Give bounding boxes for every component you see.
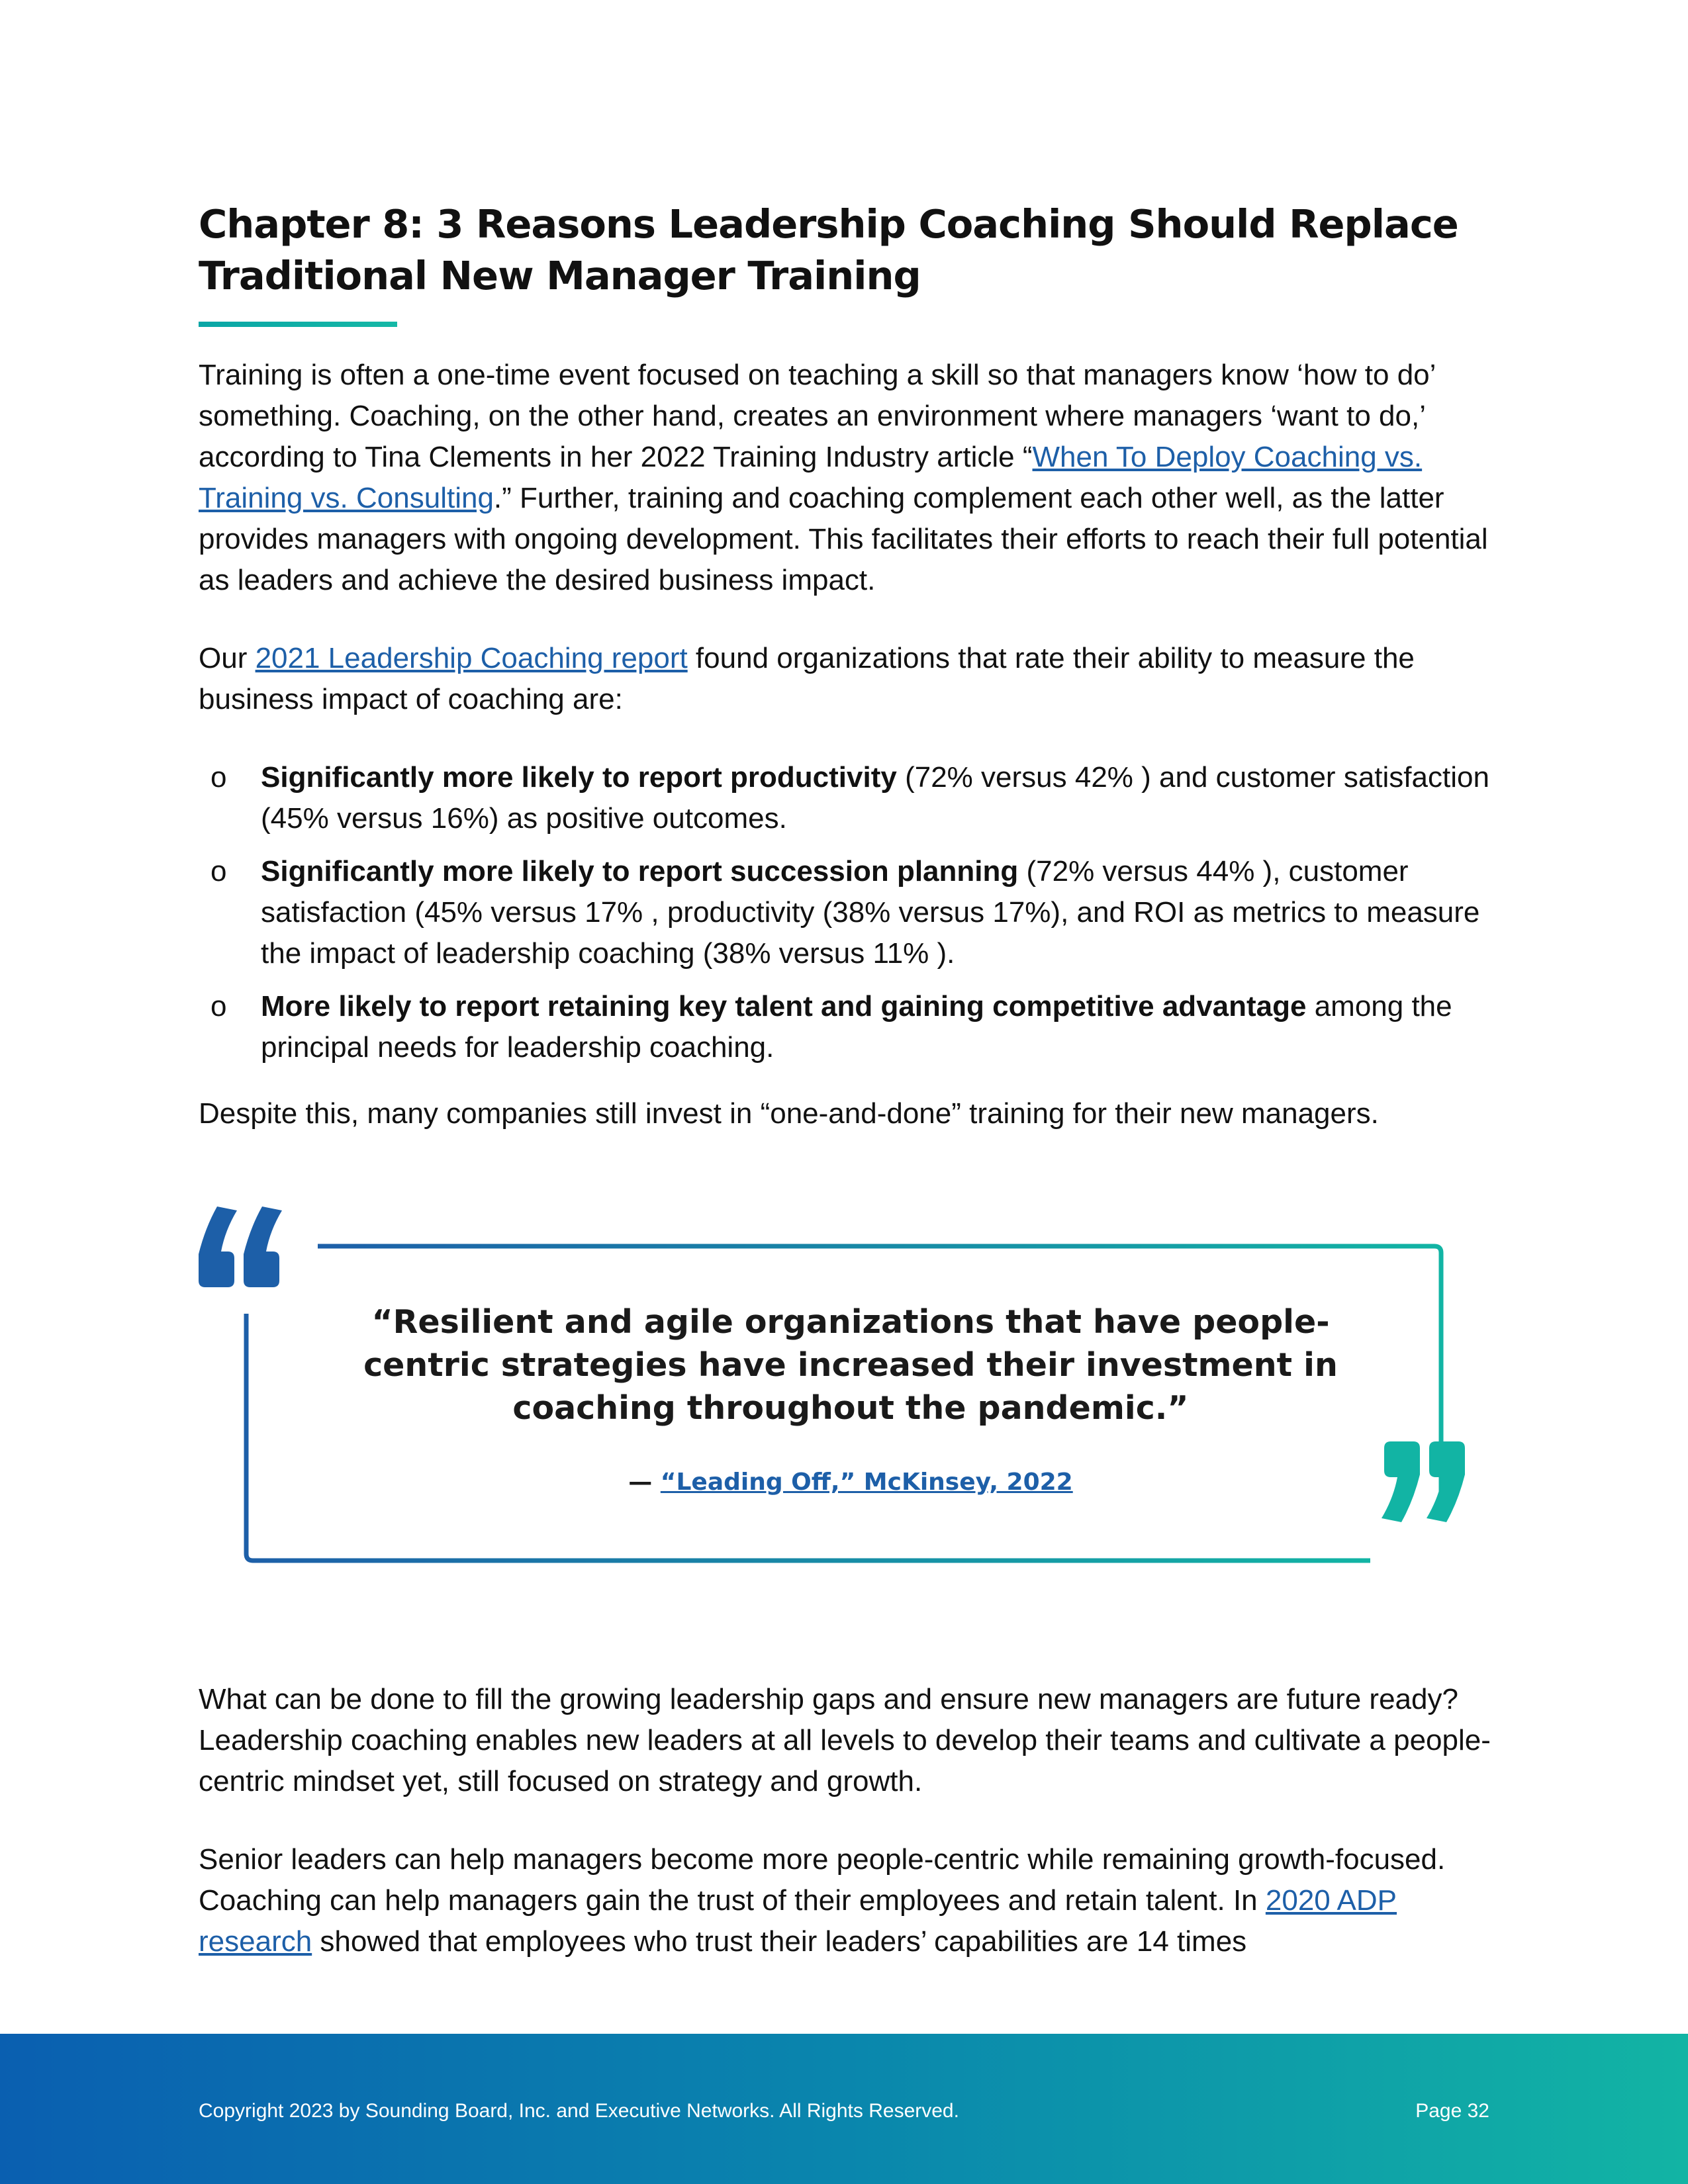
bullet-marker: o: [211, 761, 227, 794]
bullet-bold-text: Significantly more likely to report succession planning: [261, 855, 1019, 887]
training-industry-article-link[interactable]: When To Deploy Coaching vs. Training vs. Consulting: [199, 441, 1423, 514]
chapter-section: [199, 199, 1496, 1134]
bullet-marker: o: [211, 855, 227, 887]
quote-source: [324, 1466, 1377, 1499]
adp-research-link[interactable]: 2020 ADP research: [199, 1884, 1397, 1958]
findings-list: [199, 757, 1496, 1068]
chapter-title-line1: Chapter 8: 3 Reasons Leadership Coaching Should Replace: [199, 201, 1458, 247]
mckinsey-source-link[interactable]: “Leading Off,” McKinsey, 2022: [660, 1469, 1073, 1496]
open-quote-icon: [199, 1206, 282, 1287]
intro-p1-text: Training is often a one-time event focused on teaching a skill so that managers know ‘how to do’ something. Coaching, on the other hand, creates an environment where managers ‘want to do,’ according to Tina Clements in her 2022 Training Industry article “: [199, 359, 1435, 473]
senior-leaders-text-after: showed that employees who trust their leaders’ capabilities are 14 times: [312, 1925, 1247, 1958]
intro-paragraph-1: [199, 355, 1496, 601]
list-item: [199, 986, 1496, 1068]
intro-p2-text-after: found organizations that rate their ability to measure the business impact of coaching are:: [199, 642, 1415, 715]
leadership-coaching-report-link[interactable]: 2021 Leadership Coaching report: [255, 642, 688, 674]
close-quote-icon: [1382, 1441, 1465, 1522]
pull-quote: [199, 1201, 1496, 1605]
list-item: [199, 851, 1496, 974]
intro-paragraph-2: [199, 638, 1496, 720]
title-underline: [199, 322, 397, 327]
bullet-text: among the principal needs for leadership coaching.: [261, 990, 1452, 1064]
bullet-bold-text: More likely to report retaining key talent and gaining competitive advantage: [261, 990, 1307, 1023]
despite-paragraph: Despite this, many companies still invest in “one-and-done” training for their new managers.: [199, 1097, 1379, 1130]
bullet-text: (72% versus 42% ) and customer satisfaction (45% versus 16%) as positive outcomes.: [261, 761, 1489, 835]
quote-text: “Resilient and agile organizations that have people-centric strategies have increased their investment in coaching throughout the pandemic.”: [363, 1303, 1338, 1427]
page-number: Page 32: [1415, 2100, 1489, 2122]
chapter-title: [199, 199, 1496, 302]
bullet-text: (72% versus 44% ), customer satisfaction (45% versus 17% , productivity (38% versus 17%), and ROI as metrics to measure the impact of leadership coaching (38% versus 11% ).: [261, 855, 1480, 970]
intro-p2-text: Our: [199, 642, 256, 674]
copyright-text: Copyright 2023 by Sounding Board, Inc. and Executive Networks. All Rights Reserved.: [199, 2100, 959, 2122]
chapter-title-line2: Traditional New Manager Training: [199, 253, 921, 298]
intro-p1-text-after: .” Further, training and coaching complement each other well, as the latter provides managers with ongoing development. This facilitates their efforts to reach their full potential as leaders and achieve the desired business impact.: [199, 482, 1488, 596]
senior-leaders-text: Senior leaders can help managers become more people-centric while remaining growth-focused. Coaching can help managers gain the trust of their employees and retain talent. In: [199, 1843, 1446, 1917]
page-footer: [0, 2034, 1688, 2184]
list-item: [199, 757, 1496, 839]
after-quote-section: [199, 1679, 1496, 1962]
bullet-bold-text: Significantly more likely to report productivity: [261, 761, 897, 794]
leadership-gaps-paragraph: What can be done to fill the growing leadership gaps and ensure new managers are future ready? Leadership coaching enables new leaders at all levels to develop their teams and cultivate a people-centric mindset yet, still focused on strategy and growth.: [199, 1683, 1491, 1797]
senior-leaders-paragraph: [199, 1839, 1496, 1962]
bullet-marker: o: [211, 990, 227, 1023]
quote-source-dash: —: [628, 1469, 661, 1496]
